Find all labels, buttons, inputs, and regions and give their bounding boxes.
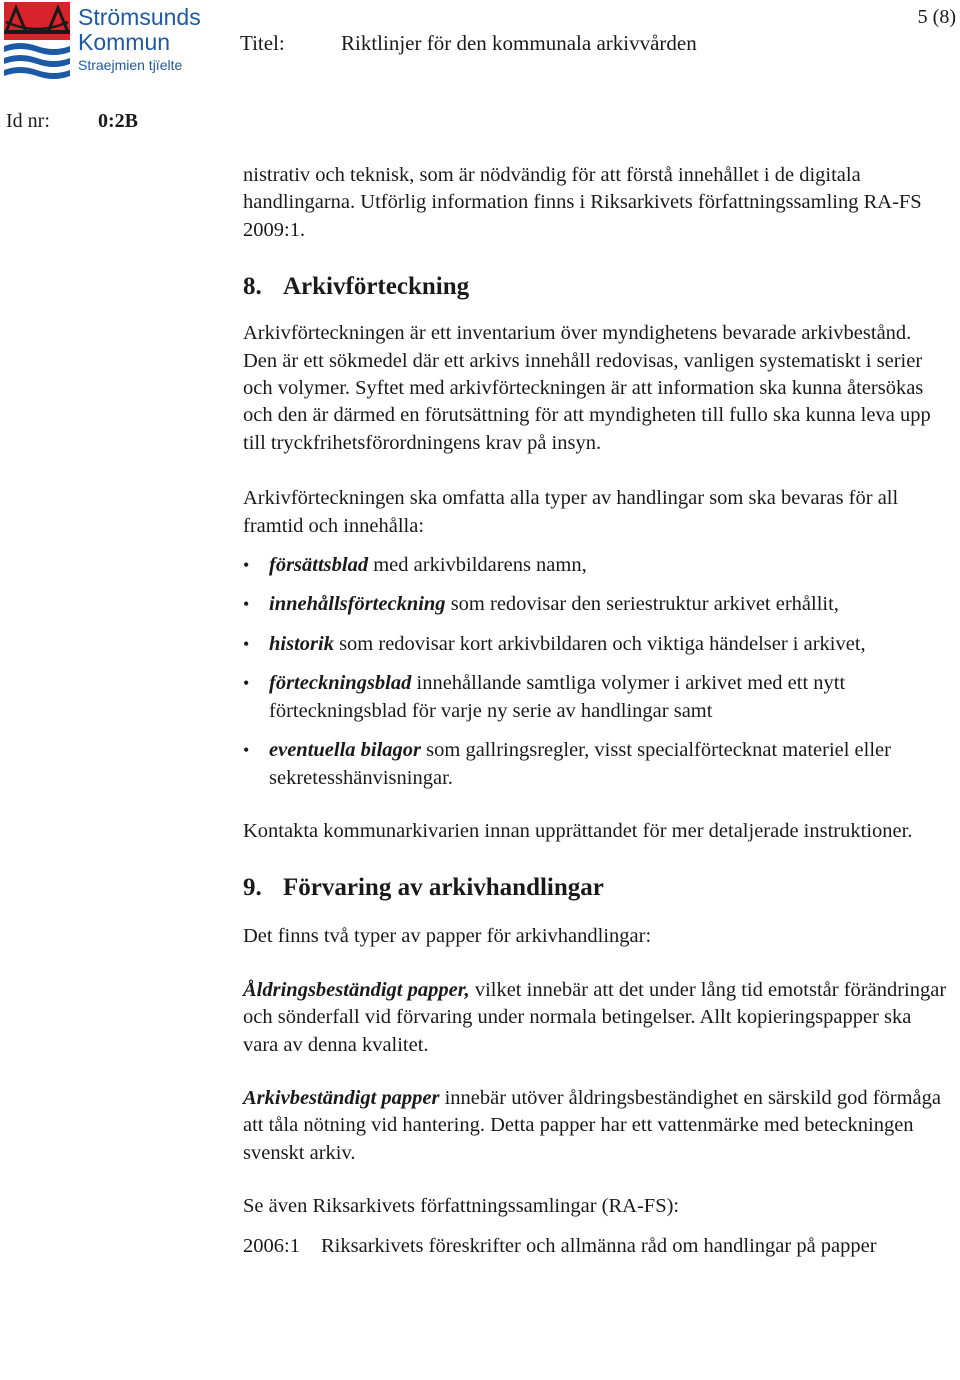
list-text: som redovisar den seriestruktur arkivet erhållit, [445,593,839,616]
section-heading-9 [243,873,948,903]
list-item [243,552,948,579]
bridge-logo-icon [4,2,70,82]
term-aging-resistant: Åldringsbeständigt papper, [243,978,470,1001]
paragraph-archive-resistant [243,1085,948,1167]
paragraph-continued: nistrativ och teknisk, som är nödvändig för att förstå innehållet i de digitala handlingarna. Utförlig information finns i Riksarkivets författningssamling RA-FS 2009:1. [243,164,922,241]
section-title: Förvaring av arkivhandlingar [283,874,604,902]
logo-name-line2: Kommun [78,29,171,55]
term-archive-resistant: Arkivbeständigt papper [243,1086,440,1109]
list-item [243,591,948,618]
reference-code: 2006:1 [243,1234,300,1257]
bullet-icon: • [243,740,250,761]
list-item [243,631,948,658]
list-term: förteckningsblad [269,672,412,695]
bullet-icon: • [243,633,250,654]
section-heading-8 [243,272,948,302]
list-text: innehållande samtliga volymer i arkivet med ett nytt förteckningsblad för varje ny serie av handlingar samt [269,672,846,722]
paragraph-paper-types: Det finns två typer av papper för arkivhandlingar: [243,925,652,948]
paragraph-aging-resistant [243,977,948,1059]
list-term: historik [269,632,334,655]
paragraph-arkivforteckning: Arkivförteckningen är ett inventarium över myndighetens bevarade arkivbestånd. Den är ett sökmedel där ett arkivs innehåll redovisas, vanligen systematiskt i serier och volymer. Syftet med arkivförteckningen är att information ska kunna återsökas och den är därmed en förutsättning för att myndigheten till fullo ska kunna leva upp till tryckfrihetsförordningens krav på insyn. [243,322,931,454]
logo-name-line1: Strömsunds [78,4,201,30]
section-number: 8. [243,273,262,301]
section-title: Arkivförteckning [283,273,470,301]
municipality-logo [4,2,201,82]
term-description: innebär utöver åldringsbeständighet en särskild god förmåga att tåla nötning vid hantering. Detta papper har ett vattenmärke med beteckningen svenskt arkiv. [243,1086,942,1164]
list-term: eventuella bilagor [269,739,422,762]
reference-entry [243,1233,948,1260]
list-text: med arkivbildarens namn, [368,554,587,577]
page-number: 5 (8) [917,6,956,28]
paragraph-contact: Kontakta kommunarkivarien innan upprättandet för mer detaljerade instruktioner. [243,819,913,842]
logo-text [78,4,201,76]
logo-subtitle: Straejmien tjïelte [78,57,183,73]
bullet-icon: • [243,594,250,615]
list-term: innehållsförteckning [269,593,446,616]
reference-text: Riksarkivets föreskrifter och allmänna råd om handlingar på papper [321,1234,877,1257]
document-title: Riktlinjer för den kommunala arkivvården [341,31,697,55]
id-value: 0:2B [98,110,138,132]
term-description: vilket innebär att det under lång tid emotstår förändringar och sönderfall vid förvaring under normala betingelser. Allt kopieringspapper ska vara av denna kvalitet. [243,978,947,1056]
list-text: som redovisar kort arkivbildaren och viktiga händelser i arkivet, [333,632,866,655]
list-text: som gallringsregler, visst specialförtecknat materiel eller sekretesshänvisningar. [269,739,891,789]
section-number: 9. [243,874,262,902]
bullet-icon: • [243,555,250,576]
paragraph-see-also: Se även Riksarkivets författningssamlingar (RA-FS): [243,1195,680,1218]
list-term: försättsblad [269,554,369,577]
id-label: Id nr: [6,110,50,132]
paragraph-list-intro: Arkivförteckningen ska omfatta alla typer av handlingar som ska bevaras för all framtid och innehålla: [243,487,899,537]
document-body [243,162,948,1260]
title-label: Titel: [240,31,285,55]
list-item [243,737,948,792]
bullet-icon: • [243,673,250,694]
content-list [243,552,948,792]
list-item [243,670,948,725]
